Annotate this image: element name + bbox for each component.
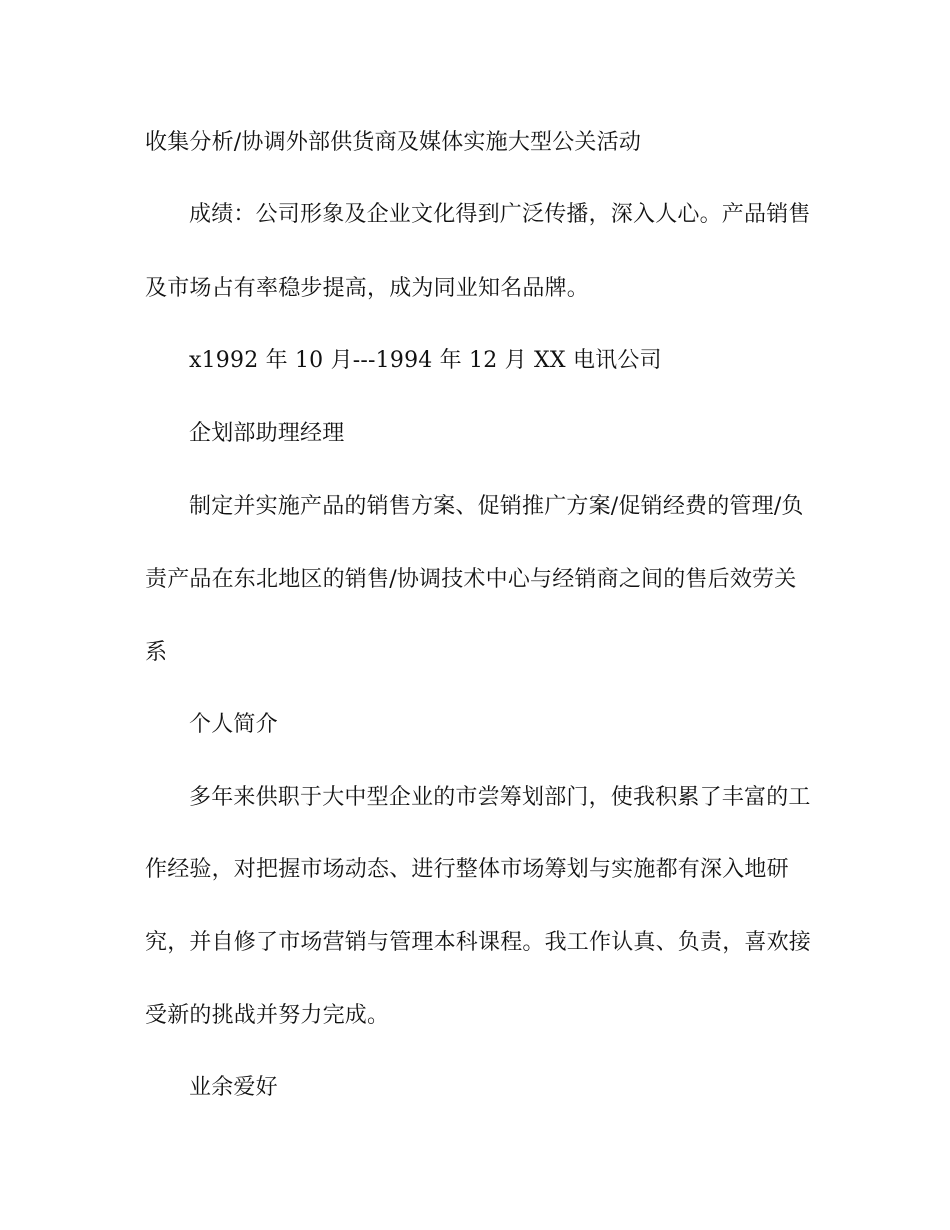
text-line-achievements: 成绩：公司形象及企业文化得到广泛传播，深入人心。产品销售 [189,202,811,227]
text-line-profile-cont-2: 究，并自修了市场营销与管理本科课程。我工作认真、负责，喜欢接 [145,930,812,955]
text-line-duties-end: 系 [145,640,168,665]
text-line-activities: 收集分析/协调外部供货商及媒体实施大型公关活动 [145,130,642,155]
text-line-achievements-cont: 及市场占有率稳步提高，成为同业知名品牌。 [145,276,590,301]
text-line-job-title: 企划部助理经理 [189,421,345,446]
text-line-profile: 多年来供职于大中型企业的市尝筹划部门，使我积累了丰富的工 [189,785,811,810]
section-heading-profile: 个人简介 [189,712,278,737]
section-heading-hobbies: 业余爱好 [189,1075,278,1100]
text-line-employment-period: x1992 年 10 月---1994 年 12 月 XX 电讯公司 [189,348,662,373]
text-line-duties: 制定并实施产品的销售方案、促销推广方案/促销经费的管理/负 [189,494,804,519]
text-line-profile-cont-3: 受新的挑战并努力完成。 [145,1003,390,1028]
text-line-duties-cont: 责产品在东北地区的销售/协调技术中心与经销商之间的售后效劳关 [145,567,797,592]
text-line-profile-cont-1: 作经验，对把握市场动态、进行整体市场筹划与实施都有深入地研 [145,857,789,882]
